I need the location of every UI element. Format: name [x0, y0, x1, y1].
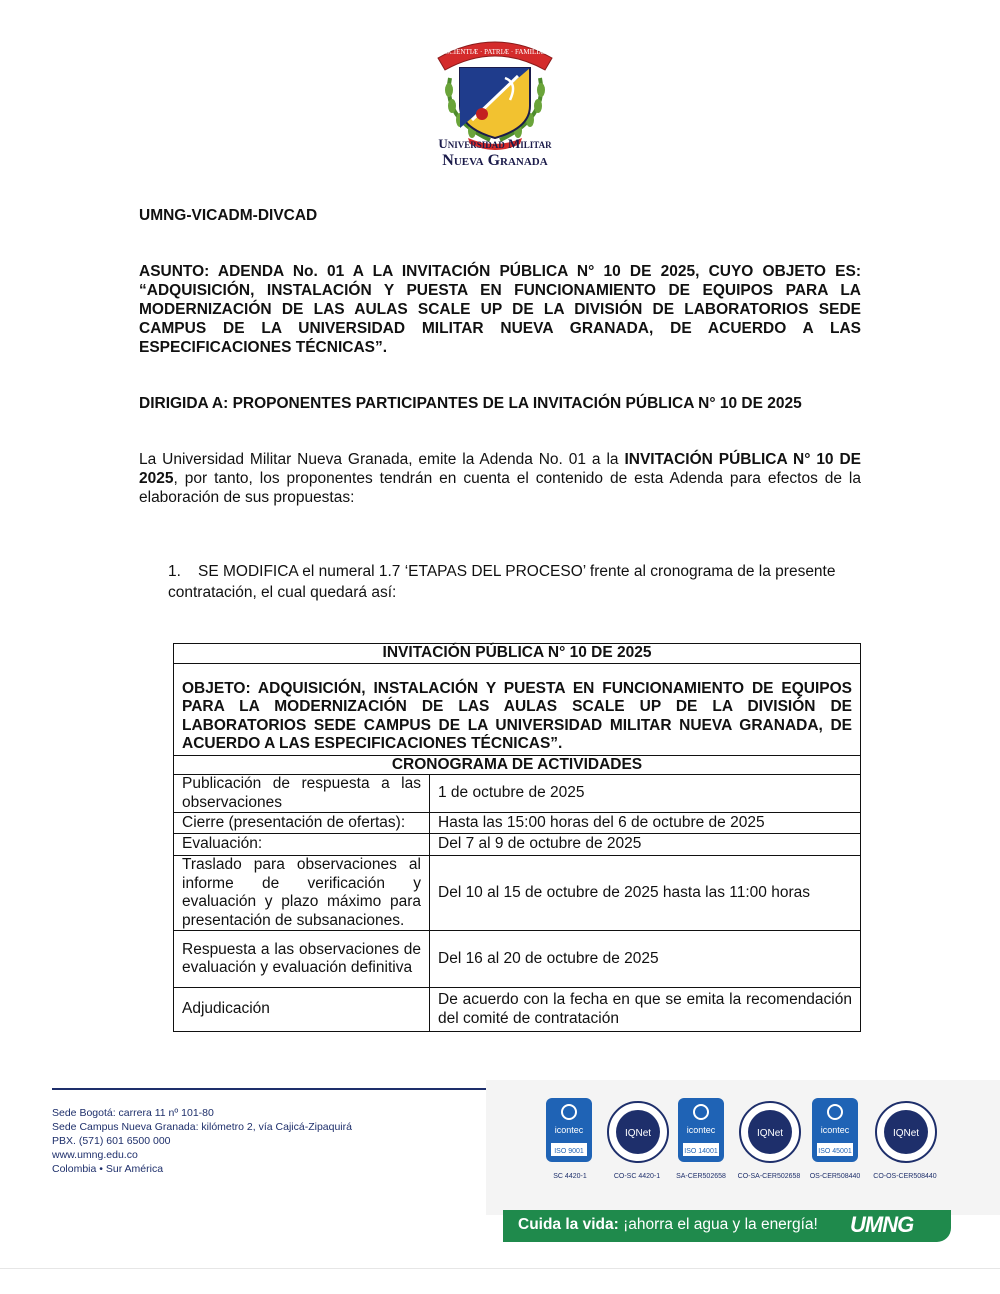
document-reference: UMNG-VICADM-DIVCAD — [139, 207, 318, 224]
table-objeto: OBJETO: ADQUISICIÓN, INSTALACIÓN Y PUESTA EN FUNCIONAMIENTO DE EQUIPOS PARA LA MODERNIZACIÓN DE LAS AULAS SCALE UP DE LA DIVISIÓN DE LABORATORIOS SEDE CAMPUS DE LA UNIVERSIDAD MILITAR NUEVA GRANADA, DE ACUERDO A LAS ESPECIFICACIONES TÉCNICAS”. — [174, 663, 861, 755]
table-title-row — [174, 644, 861, 664]
table-cronograma-row — [174, 755, 861, 775]
schedule-table — [173, 643, 861, 1032]
intro-text-start: La Universidad Militar Nueva Granada, emite la Adenda No. 01 a la — [139, 451, 625, 468]
list-item-number: 1. — [168, 563, 181, 580]
badge-iso: ISO 9001 — [554, 1148, 584, 1155]
activity-cell: Evaluación: — [174, 834, 430, 856]
banner-text: ¡ahorra el agua y la energía! — [618, 1216, 818, 1233]
logo-name-line1: Universidad Militar — [438, 136, 552, 151]
activity-cell: Publicación de respuesta a las observaciones — [174, 775, 430, 813]
activity-cell: Cierre (presentación de ofertas): — [174, 813, 430, 834]
badge-brand: icontec — [554, 1125, 584, 1135]
date-cell: Del 16 al 20 de octubre de 2025 — [430, 931, 861, 988]
badge-iso: ISO 45001 — [818, 1148, 852, 1155]
cert-code: SC 4420-1 — [553, 1173, 587, 1180]
date-cell: De acuerdo con la fecha en que se emita la recomendación del comité de contratación — [430, 988, 861, 1032]
cert-code: SA-CER502658 — [676, 1173, 726, 1180]
badge-brand: icontec — [686, 1125, 716, 1135]
document-addressee: DIRIGIDA A: PROPONENTES PARTICIPANTES DE LA INVITACIÓN PÚBLICA N° 10 DE 2025 — [139, 395, 802, 412]
badge-iso: ISO 14001 — [684, 1148, 718, 1155]
table-row — [174, 834, 861, 856]
address-line: PBX. (571) 601 6500 000 — [52, 1135, 171, 1147]
iqnet-badge-icon — [876, 1102, 936, 1162]
badge-brand: IQNet — [756, 1128, 784, 1139]
intro-paragraph — [139, 450, 861, 507]
date-cell: Del 7 al 9 de octubre de 2025 — [430, 834, 861, 856]
sustainability-message — [518, 1216, 818, 1234]
website-link[interactable]: www.umng.edu.co — [52, 1149, 138, 1161]
table-title: INVITACIÓN PÚBLICA N° 10 DE 2025 — [174, 644, 861, 664]
address-line: Sede Bogotá: carrera 11 nº 101-80 — [52, 1107, 214, 1119]
table-row — [174, 775, 861, 813]
cert-code: CO-SA-CER502658 — [737, 1173, 801, 1180]
page-edge-line — [0, 1268, 1000, 1269]
document-subject: ASUNTO: ADENDA No. 01 A LA INVITACIÓN PÚBLICA N° 10 DE 2025, CUYO OBJETO ES: “ADQUISICIÓN, INSTALACIÓN Y PUESTA EN FUNCIONAMIENTO DE EQUIPOS PARA LA MODERNIZACIÓN DE LAS AULAS SCALE UP DE LA DIVISIÓN DE LABORATORIOS SEDE CAMPUS DE LA UNIVERSIDAD MILITAR NUEVA GRANADA, DE ACUERDO A LAS ESPECIFICACIONES TÉCNICAS”. — [139, 263, 861, 356]
certification-badges — [540, 1096, 950, 1168]
table-objeto-row — [174, 663, 861, 755]
intro-text-end: , por tanto, los proponentes tendrán en cuenta el contenido de esta Adenda para efectos de la elaboración de sus propuestas: — [139, 470, 861, 506]
icontec-badge-icon — [678, 1098, 724, 1162]
badge-brand: IQNet — [892, 1128, 920, 1139]
cert-code: CO-SC 4420-1 — [613, 1173, 661, 1180]
address-line: Sede Campus Nueva Granada: kilómetro 2, vía Cajicá-Zipaquirá — [52, 1121, 352, 1133]
activity-cell: Adjudicación — [174, 988, 430, 1032]
date-cell: 1 de octubre de 2025 — [430, 775, 861, 813]
icontec-badge-icon — [812, 1098, 858, 1162]
iqnet-badge-icon — [608, 1102, 668, 1162]
footer-address — [52, 1106, 352, 1176]
umng-wordmark-logo: UMNG — [850, 1212, 914, 1237]
date-cell: Del 10 al 15 de octubre de 2025 hasta las 11:00 horas — [430, 856, 861, 931]
cert-code: CO-OS-CER508440 — [873, 1173, 937, 1180]
activity-cell: Respuesta a las observaciones de evaluación y evaluación definitiva — [174, 931, 430, 988]
logo-name-line2: Nueva Granada — [442, 152, 548, 169]
badge-brand: IQNet — [624, 1128, 652, 1139]
banner-bold-text: Cuida la vida: — [518, 1216, 619, 1233]
table-row — [174, 813, 861, 834]
table-row — [174, 988, 861, 1032]
table-row — [174, 856, 861, 931]
icontec-badge-icon — [546, 1098, 592, 1162]
date-cell: Hasta las 15:00 horas del 6 de octubre de 2025 — [430, 813, 861, 834]
address-line: Colombia • Sur América — [52, 1163, 164, 1175]
intro-text-bold: INVITACIÓN PÚBLICA N° 10 DE 2025 — [139, 451, 862, 487]
logo-motto: SCIENTIÆ · PATRIÆ · FAMILIÆ — [445, 48, 545, 56]
cert-code: OS-CER508440 — [809, 1173, 861, 1180]
list-item — [168, 561, 861, 603]
activity-cell: Traslado para observaciones al informe de verificación y evaluación y plazo máximo para presentación de subsanaciones. — [174, 856, 430, 931]
footer-divider — [52, 1088, 492, 1090]
list-item-text: SE MODIFICA el numeral 1.7 ‘ETAPAS DEL PROCESO’ frente al cronograma de la presente contratación, el cual quedará así: — [168, 563, 836, 601]
badge-brand: icontec — [820, 1125, 850, 1135]
cronograma-header: CRONOGRAMA DE ACTIVIDADES — [174, 755, 861, 775]
iqnet-badge-icon — [740, 1102, 800, 1162]
table-row — [174, 931, 861, 988]
